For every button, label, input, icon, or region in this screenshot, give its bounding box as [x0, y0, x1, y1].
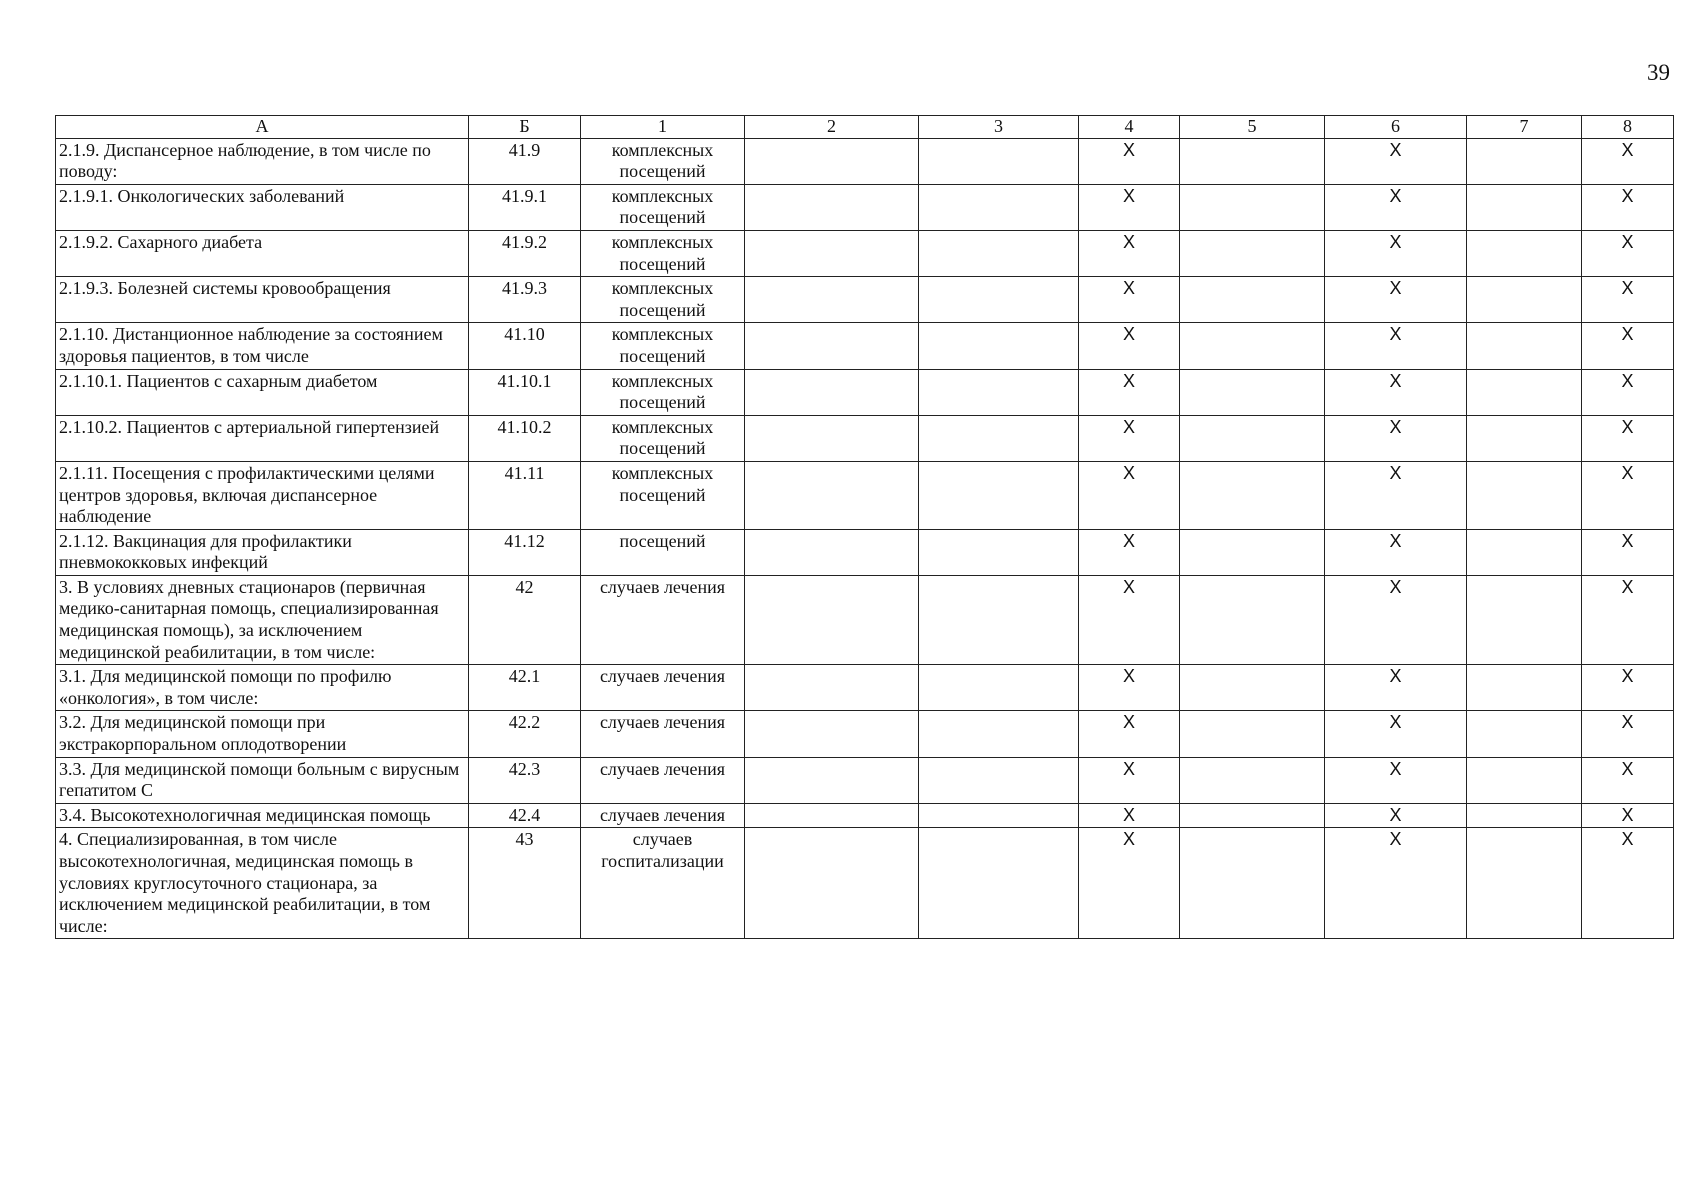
cell-col-5: [1180, 230, 1325, 276]
row-name: 2.1.9.3. Болезней системы кровообращения: [56, 277, 469, 323]
table-row: [56, 184, 1674, 230]
cell-col-6: Х: [1325, 803, 1467, 828]
header-row: [56, 116, 1674, 139]
row-name: 2.1.12. Вакцинация для профилактики пневмококковых инфекций: [56, 529, 469, 575]
cell-col-3: [919, 575, 1079, 664]
cell-col-5: [1180, 184, 1325, 230]
row-name: 2.1.9.2. Сахарного диабета: [56, 230, 469, 276]
cell-col-5: [1180, 665, 1325, 711]
cell-col-2: [745, 277, 919, 323]
cell-col-4: Х: [1079, 184, 1180, 230]
cell-col-5: [1180, 828, 1325, 939]
row-code: 42.3: [469, 757, 581, 803]
cell-col-7: [1467, 529, 1582, 575]
row-name: 2.1.11. Посещения с профилактическими целями центров здоровья, включая диспансерное наблюдение: [56, 461, 469, 529]
cell-col-2: [745, 757, 919, 803]
cell-col-2: [745, 369, 919, 415]
cell-col-2: [745, 323, 919, 369]
row-name: 2.1.10. Дистанционное наблюдение за состоянием здоровья пациентов, в том числе: [56, 323, 469, 369]
cell-col-7: [1467, 665, 1582, 711]
row-name: 2.1.10.2. Пациентов с артериальной гипертензией: [56, 415, 469, 461]
cell-col-4: Х: [1079, 711, 1180, 757]
cell-col-5: [1180, 529, 1325, 575]
cell-col-6: Х: [1325, 529, 1467, 575]
cell-col-6: Х: [1325, 575, 1467, 664]
cell-col-8: Х: [1582, 138, 1674, 184]
cell-col-7: [1467, 138, 1582, 184]
cell-col-2: [745, 230, 919, 276]
cell-col-7: [1467, 323, 1582, 369]
cell-col-6: Х: [1325, 711, 1467, 757]
cell-col-7: [1467, 415, 1582, 461]
cell-col-4: Х: [1079, 828, 1180, 939]
cell-col-5: [1180, 575, 1325, 664]
column-header: 6: [1325, 116, 1467, 139]
row-code: 41.12: [469, 529, 581, 575]
row-code: 41.10.1: [469, 369, 581, 415]
cell-col-5: [1180, 461, 1325, 529]
row-code: 42.2: [469, 711, 581, 757]
cell-col-8: Х: [1582, 277, 1674, 323]
row-code: 42: [469, 575, 581, 664]
row-unit: комплексных посещений: [581, 184, 745, 230]
row-unit: случаев лечения: [581, 711, 745, 757]
cell-col-3: [919, 369, 1079, 415]
row-code: 42.4: [469, 803, 581, 828]
row-code: 41.10: [469, 323, 581, 369]
row-unit: случаев лечения: [581, 575, 745, 664]
cell-col-3: [919, 184, 1079, 230]
table-row: [56, 461, 1674, 529]
cell-col-2: [745, 184, 919, 230]
cell-col-5: [1180, 138, 1325, 184]
cell-col-3: [919, 803, 1079, 828]
cell-col-2: [745, 529, 919, 575]
cell-col-3: [919, 711, 1079, 757]
row-unit: посещений: [581, 529, 745, 575]
cell-col-8: Х: [1582, 230, 1674, 276]
column-header: 1: [581, 116, 745, 139]
cell-col-3: [919, 757, 1079, 803]
table-row: [56, 369, 1674, 415]
cell-col-5: [1180, 711, 1325, 757]
column-header: 2: [745, 116, 919, 139]
cell-col-3: [919, 665, 1079, 711]
column-header: 3: [919, 116, 1079, 139]
cell-col-2: [745, 711, 919, 757]
cell-col-3: [919, 138, 1079, 184]
cell-col-5: [1180, 277, 1325, 323]
column-header: 8: [1582, 116, 1674, 139]
cell-col-2: [745, 803, 919, 828]
cell-col-6: Х: [1325, 369, 1467, 415]
row-code: 41.11: [469, 461, 581, 529]
cell-col-8: Х: [1582, 803, 1674, 828]
cell-col-6: Х: [1325, 415, 1467, 461]
row-unit: случаев госпитализации: [581, 828, 745, 939]
row-unit: комплексных посещений: [581, 138, 745, 184]
row-code: 41.9.2: [469, 230, 581, 276]
row-name: 3.4. Высокотехнологичная медицинская помощь: [56, 803, 469, 828]
cell-col-6: Х: [1325, 323, 1467, 369]
table-row: [56, 803, 1674, 828]
row-name: 2.1.9.1. Онкологических заболеваний: [56, 184, 469, 230]
row-code: 41.10.2: [469, 415, 581, 461]
row-unit: комплексных посещений: [581, 323, 745, 369]
cell-col-8: Х: [1582, 575, 1674, 664]
cell-col-4: Х: [1079, 138, 1180, 184]
cell-col-3: [919, 529, 1079, 575]
table-row: [56, 575, 1674, 664]
row-unit: случаев лечения: [581, 757, 745, 803]
cell-col-5: [1180, 415, 1325, 461]
cell-col-4: Х: [1079, 461, 1180, 529]
cell-col-6: Х: [1325, 461, 1467, 529]
cell-col-4: Х: [1079, 803, 1180, 828]
cell-col-3: [919, 461, 1079, 529]
table-row: [56, 757, 1674, 803]
cell-col-6: Х: [1325, 230, 1467, 276]
cell-col-4: Х: [1079, 665, 1180, 711]
cell-col-2: [745, 138, 919, 184]
cell-col-7: [1467, 757, 1582, 803]
cell-col-7: [1467, 184, 1582, 230]
row-name: 3. В условиях дневных стационаров (первичная медико-санитарная помощь, специализированная медицинская помощь), за исключением медицинской реабилитации, в том числе:: [56, 575, 469, 664]
cell-col-6: Х: [1325, 665, 1467, 711]
cell-col-4: Х: [1079, 575, 1180, 664]
cell-col-8: Х: [1582, 415, 1674, 461]
cell-col-4: Х: [1079, 230, 1180, 276]
column-header: 5: [1180, 116, 1325, 139]
row-unit: комплексных посещений: [581, 369, 745, 415]
table-row: [56, 711, 1674, 757]
cell-col-7: [1467, 803, 1582, 828]
column-header: А: [56, 116, 469, 139]
cell-col-2: [745, 461, 919, 529]
cell-col-5: [1180, 757, 1325, 803]
row-code: 42.1: [469, 665, 581, 711]
cell-col-2: [745, 828, 919, 939]
table-row: [56, 665, 1674, 711]
cell-col-5: [1180, 323, 1325, 369]
statistics-table: [55, 115, 1674, 939]
cell-col-4: Х: [1079, 529, 1180, 575]
cell-col-8: Х: [1582, 665, 1674, 711]
cell-col-8: Х: [1582, 529, 1674, 575]
cell-col-7: [1467, 711, 1582, 757]
table-row: [56, 415, 1674, 461]
cell-col-4: Х: [1079, 757, 1180, 803]
row-name: 2.1.9. Диспансерное наблюдение, в том числе по поводу:: [56, 138, 469, 184]
cell-col-4: Х: [1079, 277, 1180, 323]
cell-col-4: Х: [1079, 415, 1180, 461]
cell-col-7: [1467, 575, 1582, 664]
cell-col-3: [919, 277, 1079, 323]
cell-col-5: [1180, 803, 1325, 828]
cell-col-6: Х: [1325, 138, 1467, 184]
cell-col-8: Х: [1582, 323, 1674, 369]
row-name: 4. Специализированная, в том числе высокотехнологичная, медицинская помощь в условиях круглосуточного стационара, за исключением медицинской реабилитации, в том числе:: [56, 828, 469, 939]
cell-col-7: [1467, 461, 1582, 529]
row-unit: комплексных посещений: [581, 415, 745, 461]
cell-col-6: Х: [1325, 757, 1467, 803]
column-header: Б: [469, 116, 581, 139]
table-row: [56, 828, 1674, 939]
table-row: [56, 529, 1674, 575]
table-row: [56, 323, 1674, 369]
cell-col-8: Х: [1582, 461, 1674, 529]
cell-col-3: [919, 323, 1079, 369]
cell-col-2: [745, 665, 919, 711]
row-name: 3.1. Для медицинской помощи по профилю «онкология», в том числе:: [56, 665, 469, 711]
row-unit: комплексных посещений: [581, 461, 745, 529]
cell-col-6: Х: [1325, 828, 1467, 939]
cell-col-6: Х: [1325, 184, 1467, 230]
cell-col-3: [919, 415, 1079, 461]
row-code: 41.9.3: [469, 277, 581, 323]
cell-col-5: [1180, 369, 1325, 415]
cell-col-7: [1467, 828, 1582, 939]
cell-col-4: Х: [1079, 323, 1180, 369]
page-number: 39: [1647, 60, 1670, 85]
cell-col-7: [1467, 277, 1582, 323]
cell-col-7: [1467, 369, 1582, 415]
cell-col-3: [919, 230, 1079, 276]
cell-col-2: [745, 575, 919, 664]
cell-col-7: [1467, 230, 1582, 276]
row-name: 3.3. Для медицинской помощи больным с вирусным гепатитом С: [56, 757, 469, 803]
row-unit: случаев лечения: [581, 665, 745, 711]
cell-col-8: Х: [1582, 369, 1674, 415]
cell-col-8: Х: [1582, 757, 1674, 803]
row-unit: комплексных посещений: [581, 277, 745, 323]
table-row: [56, 230, 1674, 276]
table-row: [56, 277, 1674, 323]
column-header: 4: [1079, 116, 1180, 139]
row-code: 43: [469, 828, 581, 939]
cell-col-8: Х: [1582, 711, 1674, 757]
row-name: 2.1.10.1. Пациентов с сахарным диабетом: [56, 369, 469, 415]
column-header: 7: [1467, 116, 1582, 139]
cell-col-8: Х: [1582, 828, 1674, 939]
table-row: [56, 138, 1674, 184]
cell-col-8: Х: [1582, 184, 1674, 230]
row-code: 41.9: [469, 138, 581, 184]
cell-col-6: Х: [1325, 277, 1467, 323]
row-name: 3.2. Для медицинской помощи при экстракорпоральном оплодотворении: [56, 711, 469, 757]
row-unit: случаев лечения: [581, 803, 745, 828]
cell-col-2: [745, 415, 919, 461]
cell-col-3: [919, 828, 1079, 939]
row-unit: комплексных посещений: [581, 230, 745, 276]
cell-col-4: Х: [1079, 369, 1180, 415]
row-code: 41.9.1: [469, 184, 581, 230]
